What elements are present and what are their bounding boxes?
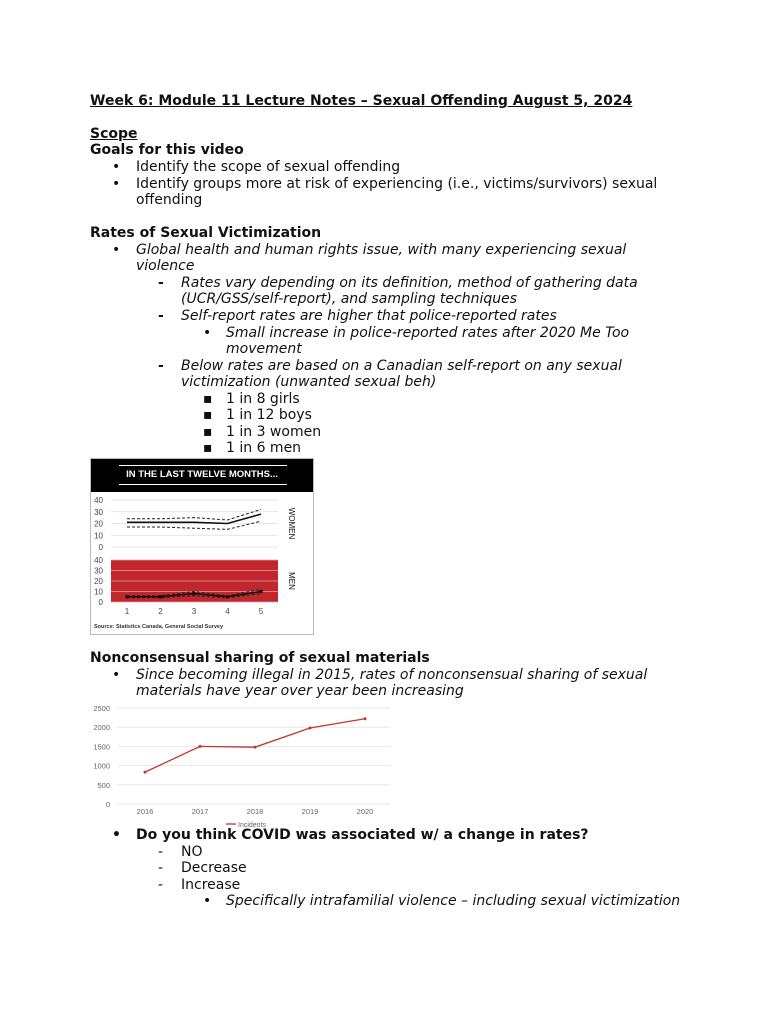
- x-tick-label: 3: [191, 607, 197, 616]
- dash-icon: -: [158, 358, 164, 374]
- data-point: [125, 595, 129, 599]
- x-tick-label: 2017: [191, 807, 209, 816]
- rates-subsubpoint: Small increase in police-reported rates after 2020 Me Too: [226, 325, 630, 341]
- panel-label: MEN: [287, 572, 296, 590]
- rates-subpoint: Below rates are based on a Canadian self-report on any sexual: [181, 358, 622, 374]
- bullet-icon: •: [203, 325, 212, 341]
- x-tick-label: 1: [124, 607, 130, 616]
- x-tick-label: 2019: [301, 807, 319, 816]
- y-tick-label: 0: [105, 800, 110, 809]
- rate-item: 1 in 12 boys: [226, 407, 312, 423]
- data-point: [192, 592, 196, 596]
- ncs-heading: Nonconsensual sharing of sexual materials: [90, 650, 430, 666]
- legend-label: Incidents: [238, 822, 267, 829]
- y-tick-label: 10: [94, 587, 103, 597]
- rate-item: 1 in 8 girls: [226, 391, 300, 407]
- data-point: [159, 595, 163, 599]
- bullet-icon: •: [112, 667, 121, 683]
- bullet-icon: •: [112, 176, 121, 192]
- goal-item-continued: offending: [136, 192, 203, 208]
- header-rule: [119, 465, 287, 466]
- x-tick-label: 5: [258, 607, 264, 616]
- dash-icon: -: [158, 844, 164, 860]
- rates-subpoint: Self-report rates are higher that police-reported rates: [181, 308, 557, 324]
- data-point: [309, 726, 312, 729]
- bullet-icon: •: [112, 242, 121, 258]
- x-tick-label: 2: [158, 607, 163, 616]
- incidents-chart-figure: [90, 700, 394, 830]
- bullet-icon: •: [112, 159, 121, 175]
- data-point: [364, 717, 367, 720]
- upper-bound-line: [127, 509, 261, 520]
- dash-icon: -: [158, 308, 164, 324]
- x-tick-label: 2016: [136, 807, 154, 816]
- dash-icon: -: [158, 860, 164, 876]
- y-tick-label: 30: [94, 566, 103, 576]
- dash-icon: -: [158, 877, 164, 893]
- y-tick-label: 500: [97, 780, 110, 790]
- rates-subpoint-continued: (UCR/GSS/self-report), and sampling techniques: [181, 291, 518, 307]
- covid-option: Decrease: [181, 860, 247, 876]
- square-bullet-icon: ▪: [203, 391, 213, 407]
- y-tick-label: 20: [94, 519, 103, 529]
- square-bullet-icon: ▪: [203, 407, 213, 423]
- victimization-chart-figure: [90, 458, 314, 635]
- panel-label: WOMEN: [287, 507, 296, 540]
- incidents-line: [145, 719, 365, 772]
- rates-subsubpoint-continued: movement: [226, 341, 302, 357]
- y-tick-label: 0: [98, 543, 103, 552]
- header-rule: [119, 484, 287, 485]
- data-point: [226, 595, 230, 599]
- dash-icon: -: [158, 275, 164, 291]
- bullet-icon: •: [203, 893, 212, 909]
- goals-heading: Goals for this video: [90, 142, 244, 158]
- data-point: [259, 590, 263, 594]
- y-tick-label: 40: [94, 556, 103, 565]
- y-tick-label: 20: [94, 577, 103, 586]
- incidents-chart: [90, 700, 394, 830]
- rates-point-continued: violence: [136, 258, 195, 274]
- rates-subpoint-continued: victimization (unwanted sexual beh): [181, 374, 437, 390]
- chart-source: Source: Statistics Canada, General Social Survey: [94, 624, 223, 630]
- square-bullet-icon: ▪: [203, 424, 213, 440]
- square-bullet-icon: ▪: [203, 440, 213, 456]
- x-tick-label: 4: [225, 607, 230, 616]
- covid-subpoint: Specifically intrafamilial violence – including sexual victimization: [226, 893, 681, 909]
- data-point: [254, 746, 257, 749]
- data-point: [144, 771, 147, 774]
- bullet-icon: •: [112, 827, 121, 843]
- y-tick-label: 1500: [93, 742, 110, 752]
- ncs-point: Since becoming illegal in 2015, rates of nonconsensual sharing of sexual: [136, 667, 648, 683]
- rates-heading: Rates of Sexual Victimization: [90, 225, 322, 241]
- rate-item: 1 in 3 women: [226, 424, 322, 440]
- ncs-point-continued: materials have year over year been increasing: [136, 683, 464, 699]
- rates-subpoint: Rates vary depending on its definition, method of gathering data: [181, 275, 638, 291]
- goal-item: Identify groups more at risk of experiencing (i.e., victims/survivors) sexual: [136, 176, 658, 192]
- goal-item: Identify the scope of sexual offending: [136, 159, 401, 175]
- y-tick-label: 0: [98, 598, 103, 607]
- y-tick-label: 30: [94, 507, 103, 517]
- covid-question: Do you think COVID was associated w/ a change in rates?: [136, 827, 589, 843]
- victimization-chart: [91, 492, 313, 634]
- data-point: [199, 745, 202, 748]
- y-tick-label: 1000: [93, 761, 110, 771]
- covid-option: NO: [181, 844, 203, 860]
- chart-title: IN THE LAST TWELVE MONTHS...: [126, 469, 278, 480]
- rates-point: Global health and human rights issue, with many experiencing sexual: [136, 242, 627, 258]
- document-title: Week 6: Module 11 Lecture Notes – Sexual Offending August 5, 2024: [90, 93, 633, 109]
- scope-heading: Scope: [90, 126, 138, 142]
- rate-item: 1 in 6 men: [226, 440, 302, 456]
- chart-header: [91, 459, 313, 492]
- y-tick-label: 40: [94, 496, 103, 505]
- y-tick-label: 2500: [93, 704, 110, 713]
- y-tick-label: 10: [94, 531, 103, 541]
- y-tick-label: 2000: [93, 723, 110, 733]
- x-tick-label: 2020: [356, 807, 374, 816]
- x-tick-label: 2018: [246, 807, 264, 816]
- covid-option: Increase: [181, 877, 241, 893]
